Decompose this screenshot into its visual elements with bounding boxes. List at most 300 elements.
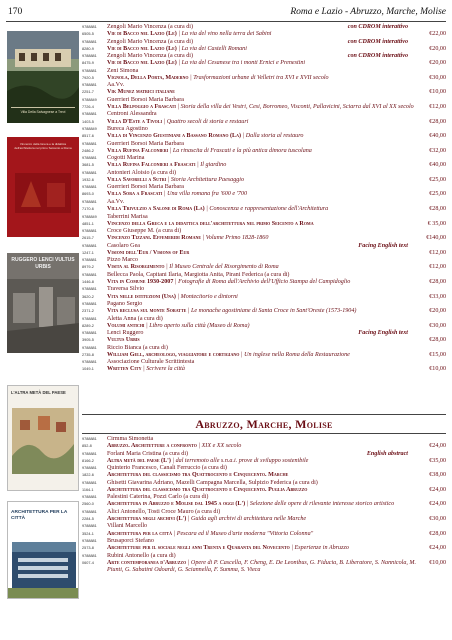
entry-title: Visita al Risorgimento [107, 264, 165, 271]
isbn-prefix: 9788881 [82, 437, 97, 441]
isbn-suffix: 2486-2 [82, 148, 94, 153]
isbn-suffix: 7170-6 [82, 207, 94, 212]
entry-author: Aa.Vv. [107, 198, 125, 205]
cover-title: Vincenzo della Greca e la didattica dell'architettura nel primo Seicento a Roma [14, 142, 72, 150]
entry-price: €28,00 [429, 206, 446, 213]
entry-subtitle: La via del vino nella terra dei Sabini [181, 31, 272, 38]
running-title: Roma e Lazio - Abruzzo, Marche, Molise [290, 7, 446, 17]
entry-price: €30,00 [429, 322, 446, 329]
entry-subtitle: Le monache agostiniane di Santa Croce in Sant'Oreste (1573-1904) [191, 308, 357, 315]
cover-title: Villa Della Salvagnese a Trevi [20, 110, 66, 114]
isbn-suffix: 3681-5 [82, 163, 94, 168]
catalog-entry [82, 243, 446, 257]
entry-author-line [82, 345, 446, 352]
isbn-prefix: 9788881 [82, 316, 97, 321]
isbn-prefix: 9788881 [82, 112, 97, 117]
book-cover-vultus-urbis [7, 253, 79, 353]
entry-author: Cogotti Marina [107, 155, 145, 162]
entry-author: Rubini Antonello (a cura di) [107, 552, 176, 559]
entry-separator: | [176, 31, 182, 38]
entry-title-line [82, 308, 446, 315]
entry-note: con CDROM interattivo [347, 38, 408, 45]
entry-price: € 35,00 [427, 220, 446, 227]
entry-author: Guerrieri Borsoi Maria Barbara [107, 140, 184, 147]
entry-title-line [82, 487, 446, 494]
isbn-prefix: 9788881 [82, 39, 97, 44]
entry-price: €24,00 [429, 486, 446, 493]
isbn-prefix: 9788881 [82, 539, 97, 544]
isbn-suffix: 8475-9 [82, 61, 94, 66]
isbn-suffix: 1446-8 [82, 279, 94, 284]
entry-subtitle: Fotografie di Roma dall'Archivio dell'Ufficio Stampa del Campidoglio [178, 278, 351, 285]
entry-price: €28,00 [429, 337, 446, 344]
page-header [8, 7, 446, 19]
entry-price: €25,00 [429, 176, 446, 183]
catalog-entry [82, 509, 446, 523]
entry-subtitle: Il giardino [200, 162, 227, 169]
isbn-prefix: 9788881 [82, 170, 97, 175]
entry-price: €32,00 [429, 147, 446, 154]
entry-author: Lenci Ruggero [107, 330, 144, 337]
entry-title-line [82, 323, 446, 330]
catalog-entry [82, 436, 446, 450]
isbn-suffix: 2560-0 [82, 502, 94, 507]
cover-title: RUGGERO LENCI VULTUS URBIS [11, 257, 75, 270]
entry-title-line [82, 443, 446, 450]
catalog-entry [82, 53, 446, 67]
entry-subtitle: La rinascita di Frascati e la più antica dimora tuscolana [172, 147, 312, 154]
entry-author-line [82, 465, 446, 472]
isbn-suffix: 2251-7 [82, 90, 94, 95]
entry-title: Villa Rufina Falconieri a Frascati [107, 162, 196, 169]
isbn-suffix: 3620-2 [82, 294, 94, 299]
entry-title-line [82, 250, 446, 257]
isbn-suffix: 1164-1 [82, 487, 94, 492]
entry-author-line [82, 68, 446, 75]
entry-author-line [82, 523, 446, 530]
entry-author-line [82, 257, 446, 264]
entry-price: €20,00 [429, 45, 446, 52]
entry-author-line [82, 480, 446, 487]
entry-subtitle: Storia della villa dei Vestri, Cesi, Borromeo, Visconti, Pallavicini, Sciarra dal XVI al XX secolo [180, 103, 414, 110]
entry-title: Villa Savorelli a Sutri [107, 176, 167, 183]
entry-subtitle: Scrivere la città [146, 366, 185, 373]
entry-author: Zengoli Mario Vincenza (a cura di) [107, 38, 193, 45]
isbn-suffix: 1403-5 [82, 119, 94, 124]
isbn-suffix: 8166-2 [82, 458, 94, 463]
entry-author: Zeni Simona [107, 67, 139, 74]
entry-title: Vie di Bacco nel Lazio (Le) [107, 45, 177, 52]
isbn-prefix: 9788881 [82, 287, 97, 292]
entry-title: Visioni dell'Eur / Visions of Eur [107, 249, 190, 256]
entry-author: Quinterio Francesco, Canali Ferruccio (a cura di) [107, 465, 227, 472]
entry-author-line [82, 451, 446, 458]
isbn-suffix: 8693-0 [82, 192, 94, 197]
isbn-suffix: 2573-8 [82, 546, 94, 551]
entry-subtitle: Una villa romana fra '600 e '700 [167, 191, 247, 198]
entry-title-line [82, 206, 446, 213]
entry-subtitle: Storia Architettura Paesaggio [170, 176, 245, 183]
isbn-prefix: 9788881 [82, 54, 97, 59]
entry-author-line [82, 243, 446, 250]
entry-separator: | [175, 293, 181, 300]
entry-title: Architetture per il sociale negli anni Trenta e Quaranta del Novecento [107, 545, 290, 552]
entry-separator: | [186, 515, 191, 522]
catalog-entry [82, 480, 446, 494]
entry-title: Vita reclusa sul monte Soratte [107, 308, 187, 315]
catalog-list-lazio [82, 24, 446, 374]
entry-title-line [82, 545, 446, 552]
entry-subtitle: Il Museo Centrale del Risorgimento di Roma [169, 264, 279, 271]
entry-price: €35,00 [429, 457, 446, 464]
isbn-suffix: 7726-4 [82, 104, 94, 109]
catalog-entry [82, 523, 446, 537]
entry-author: Croce Giuseppe M. (a cura di) [107, 228, 182, 235]
entry-price: €25,00 [429, 191, 446, 198]
entry-author: Riccio Bianca (a cura di) [107, 344, 168, 351]
entry-author: Bureca Agostino [107, 126, 148, 133]
entry-subtitle: La via del Cesanese tra i monti Ernici e Prenestini [181, 60, 306, 67]
entry-author: Taberrini Marisa [107, 213, 148, 220]
isbn-suffix: 8280-9 [82, 46, 94, 51]
isbn-suffix: 1932-6 [82, 177, 94, 182]
entry-author-line [82, 170, 446, 177]
entry-separator: | [289, 545, 295, 552]
entry-price: €28,00 [429, 530, 446, 537]
catalog-entry [82, 155, 446, 169]
entry-price: €40,00 [429, 162, 446, 169]
catalog-entry [82, 24, 446, 38]
entry-author: Antonieri Aloisio (a cura di) [107, 169, 177, 176]
entry-title-line [82, 221, 446, 228]
entry-title: Abruzzo. Architetture a confronto [107, 443, 197, 450]
entry-note: Facing English text [358, 242, 408, 249]
entry-title: Villa di Vincenzo Giustiniani a Bassano Romano (La) [107, 133, 242, 140]
entry-price: €28,00 [429, 278, 446, 285]
cover-title: ARCHITETTURA PER LA CITTÀ [11, 510, 68, 521]
isbn-prefix: 9788881 [82, 524, 97, 529]
entry-title: Vita in Comune 1930-2007 [107, 278, 174, 285]
isbn-prefix: 9788881 [82, 466, 97, 471]
entry-title-line [82, 104, 446, 111]
entry-title-line [82, 133, 446, 140]
entry-title-line [82, 294, 446, 301]
entry-title-line [82, 472, 446, 479]
entry-author-line [82, 141, 446, 148]
entry-author: Bellecca Paola, Capitani Ilaria, Margiotta Anita, Pirani Federica (a cura di) [107, 271, 290, 278]
entry-note: con CDROM interattivo [347, 53, 408, 60]
entry-author-line [82, 155, 446, 162]
entry-separator: | [196, 443, 202, 450]
isbn-suffix: 7920-5 [82, 75, 94, 80]
isbn-prefix: 9788881 [82, 83, 97, 88]
entry-author-line [82, 330, 446, 337]
entry-title-line [82, 235, 446, 242]
entry-title: Vincenzo Tizzani. Effemeridi Romane [107, 235, 202, 242]
entry-author-line [82, 214, 446, 221]
entry-subtitle: Trasformazioni urbane di Velletri tra XVI e XVII secolo [193, 74, 329, 81]
entry-note: Facing English text [358, 330, 408, 337]
entry-title-line [82, 46, 446, 53]
entry-subtitle: La via dei Castelli Romani [181, 45, 247, 52]
entry-subtitle: Pescara ed il Museo d'arte moderna "Vittoria Colonna" [176, 530, 314, 537]
entry-price: €12,00 [429, 264, 446, 271]
entry-separator: | [195, 162, 201, 169]
catalog-entry [82, 170, 446, 184]
entry-subtitle: Quattro secoli di storia e restauri [166, 118, 249, 125]
entry-author-line [82, 286, 446, 293]
catalog-entry [82, 257, 446, 271]
entry-price: €22,00 [429, 31, 446, 38]
entry-author: Alici Antonello, Tosti Croce Mauro (a cura di) [107, 508, 221, 515]
entry-price: €24,00 [429, 545, 446, 552]
entry-title-line [82, 31, 446, 38]
entry-title-line [82, 191, 446, 198]
entry-title: Volumi antichi [107, 322, 145, 329]
entry-separator: | [176, 60, 182, 67]
cover-title: L'ALTRA METÀ DEL PAESE [11, 390, 66, 395]
entry-price: €12,00 [429, 103, 446, 110]
entry-separator: | [141, 366, 147, 373]
isbn-suffix: 3524-1 [82, 531, 94, 536]
entry-title-line [82, 501, 446, 508]
entry-title-line [82, 279, 446, 286]
entry-title-line [82, 60, 446, 67]
entry-title: Vik Munez matrici italiane [107, 89, 175, 96]
entry-author: Guerrieri Borsoi Maria Barbara [107, 96, 184, 103]
entry-subtitle: Esperienze in Abruzzo [294, 545, 349, 552]
catalog-entry [82, 214, 446, 228]
entry-separator: | [173, 278, 179, 285]
isbn-prefix: 9788849 [82, 214, 97, 219]
entry-separator: | [239, 351, 245, 358]
entry-author: Villani Marcello [107, 523, 148, 530]
entry-subtitle: Selezione delle opere di rilevante interesse storico artistico [249, 501, 395, 508]
entry-title-line [82, 89, 446, 96]
isbn-suffix: 6505-5 [82, 32, 94, 37]
entry-author-line [82, 39, 446, 46]
isbn-suffix: 1822-6 [82, 473, 94, 478]
entry-title-line [82, 352, 446, 359]
isbn-suffix: 3905-5 [82, 338, 94, 343]
isbn-suffix: 8979-2 [82, 265, 94, 270]
entry-separator: | [168, 147, 173, 154]
entry-author: Cirmma Simonetta [107, 436, 154, 442]
entry-separator: | [204, 206, 210, 213]
entry-title-line [82, 177, 446, 184]
entry-title-line [82, 75, 446, 82]
entry-price: €40,00 [429, 133, 446, 140]
entry-separator: | [175, 103, 181, 110]
catalog-entry [82, 359, 446, 373]
entry-price: €24,00 [429, 443, 446, 450]
entry-author-line [82, 359, 446, 366]
entry-author-line [82, 316, 446, 323]
isbn-suffix: 0607-4 [82, 560, 94, 565]
entry-separator: | [188, 74, 194, 81]
entry-title: Villa Rufina Falconieri [107, 147, 169, 154]
isbn-prefix: 9788881 [82, 451, 97, 456]
entry-title-line [82, 366, 446, 373]
entry-separator: | [186, 308, 192, 315]
catalog-entry [82, 228, 446, 242]
isbn-prefix: 9788881 [82, 68, 97, 73]
entry-subtitle: XIX e XX secolo [201, 443, 242, 450]
entry-author-line [82, 272, 446, 279]
entry-title-line [82, 264, 446, 271]
entry-title: Villa Belpoggio a Frascati [107, 103, 176, 110]
entry-title-line [82, 337, 446, 344]
catalog-entry [82, 345, 446, 359]
entry-subtitle: Dalla storia al restauro [245, 133, 304, 140]
isbn-suffix: 852-8 [82, 444, 92, 449]
isbn-suffix: 2615-7 [82, 236, 94, 241]
entry-author-line [82, 509, 446, 516]
catalog-entry [82, 126, 446, 140]
book-cover-villa [7, 31, 79, 123]
isbn-prefix: 9788881 [82, 156, 97, 161]
entry-note: English abstract [366, 450, 408, 457]
entry-title: Architettura in Abruzzo e Molise dal 1945 a oggi (L') [107, 501, 246, 508]
entry-title-line [82, 148, 446, 155]
entry-title: Written City [107, 366, 142, 373]
entry-author: Forlani Maria Cristina (a cura di) [107, 450, 189, 457]
entry-author: Centroni Alessandra [107, 111, 157, 118]
entry-separator: | [162, 191, 168, 198]
catalog-entry [82, 553, 446, 574]
entry-author: Traversa Silvio [107, 286, 145, 293]
entry-price: €12,00 [429, 249, 446, 256]
catalog-entry [82, 141, 446, 155]
entry-separator: | [245, 501, 250, 508]
entry-subtitle: dal terremoto alle s.n.a.i. prove di sviluppo sostenibile [175, 457, 309, 464]
entry-author-line [82, 436, 446, 443]
entry-price: €24,00 [429, 501, 446, 508]
entry-title: Architettura per la città [107, 530, 172, 537]
isbn-prefix: 9788881 [82, 141, 97, 146]
catalog-entry [82, 451, 446, 465]
isbn-prefix: 9788881 [82, 185, 97, 190]
isbn-prefix: 9788881 [82, 480, 97, 485]
isbn-prefix: 9788881 [82, 360, 97, 365]
entry-separator: | [164, 264, 170, 271]
isbn-prefix: 9788881 [82, 509, 97, 514]
entry-price: €10,00 [429, 559, 446, 566]
entry-price: €28,00 [429, 118, 446, 125]
entry-title: Vita nelle istituzioni (Una) [107, 293, 176, 300]
entry-title-line [82, 531, 446, 538]
entry-title: Arte contemporanea d'Abruzzo [107, 559, 187, 566]
catalog-entry [82, 465, 446, 479]
catalog-entry [82, 286, 446, 300]
catalog-entry [82, 272, 446, 286]
entry-separator: | [166, 176, 171, 183]
isbn-prefix: 9788881 [82, 553, 97, 558]
catalog-entry [82, 184, 446, 198]
entry-author-line [82, 82, 446, 89]
catalog-list-abruzzo [82, 436, 446, 574]
entry-title: Vignola, Della Porta, Maderno [107, 74, 189, 81]
entry-title-line [82, 119, 446, 126]
isbn-prefix: 9788881 [82, 495, 97, 500]
book-covers-column [5, 25, 82, 599]
entry-title: Villa Trivulzio a Salone di Roma (La) [107, 206, 205, 213]
isbn-prefix: 9788881 [82, 25, 97, 29]
catalog-entry [82, 82, 446, 96]
entry-author: Zengoli Mario Vincenza (a cura di) [107, 24, 193, 30]
entry-title: Architettura del classicismo tra Quattrocento e Cinquecento. Puglia Abruzzo [107, 486, 308, 493]
isbn-prefix: 9788881 [82, 331, 97, 336]
isbn-prefix: 9788881 [82, 345, 97, 350]
entry-price: €20,00 [429, 60, 446, 67]
catalog-entry [82, 330, 446, 344]
entry-subtitle: Libro aperto sulla città (Museo di Roma) [149, 322, 250, 329]
entry-note: con CDROM interattivo [347, 24, 408, 30]
isbn-prefix: 9788881 [82, 258, 97, 263]
entry-author-line [82, 228, 446, 235]
entry-subtitle: Conoscenza e rappresentazione dell'Architettura [209, 206, 329, 213]
entry-title: Villa D'Este a Tivoli [107, 118, 163, 125]
page-number: 170 [8, 7, 23, 17]
entry-title: Vie di Bacco nel Lazio (Le) [107, 31, 177, 38]
isbn-suffix: 2735-8 [82, 352, 94, 357]
entry-title: Architettura negli archivi (L') [107, 515, 187, 522]
entry-author: Casolaro Gea [107, 242, 140, 249]
isbn-suffix: 8289-2 [82, 323, 94, 328]
entry-price: €10,00 [429, 366, 446, 373]
entry-author: Aa.Vv. [107, 82, 125, 89]
entry-author-line [82, 301, 446, 308]
entry-author-line [82, 111, 446, 118]
book-cover-red [7, 137, 79, 237]
entry-separator: | [241, 133, 246, 140]
catalog-entry [82, 97, 446, 111]
header-rule [6, 21, 446, 22]
isbn-suffix: 4851-1 [82, 221, 94, 226]
entry-author: Aletta Anna (a cura di) [107, 315, 163, 322]
entry-price: €140,00 [426, 235, 446, 242]
entry-title: Altra metà del paese (L') [107, 457, 171, 464]
isbn-suffix: 1247-1 [82, 250, 94, 255]
entry-author: Brusaporci Stefano [107, 538, 154, 545]
book-cover-architettura-citta [7, 501, 79, 599]
isbn-prefix: 9788881 [82, 301, 97, 306]
entry-separator: | [170, 457, 176, 464]
entry-price: €10,00 [429, 89, 446, 96]
isbn-suffix: 8517-6 [82, 134, 94, 139]
entry-author: Guerrieri Borsoi Maria Barbara [107, 184, 184, 191]
entry-author: Zengoli Mario Vincenza (a cura di) [107, 53, 193, 60]
isbn-prefix: 9788881 [82, 229, 97, 234]
isbn-suffix: 1049-1 [82, 367, 94, 372]
section-heading: Abruzzo, Marche, Molise [82, 414, 446, 434]
entry-price: €30,00 [429, 74, 446, 81]
catalog-entry [82, 111, 446, 125]
isbn-prefix: 9788849 [82, 127, 97, 132]
entry-author: Pagano Sergio [107, 300, 143, 307]
isbn-prefix: 9788881 [82, 272, 97, 277]
isbn-suffix: 2371-2 [82, 309, 94, 314]
entry-title: Vie di Bacco nel Lazio (Le) [107, 60, 177, 67]
catalog-entry [82, 68, 446, 82]
isbn-prefix: 9788881 [82, 243, 97, 248]
entry-author: Pizzo Marco [107, 257, 138, 264]
entry-subtitle: Un inglese nella Roma della Restaurazione [244, 351, 350, 358]
entry-subtitle: Montecitorio e dintorni [180, 293, 238, 300]
book-cover-altra-meta [7, 385, 79, 491]
entry-author-line [82, 538, 446, 545]
entry-subtitle: Guida agli archivi di architettura nelle Marche [190, 515, 307, 522]
